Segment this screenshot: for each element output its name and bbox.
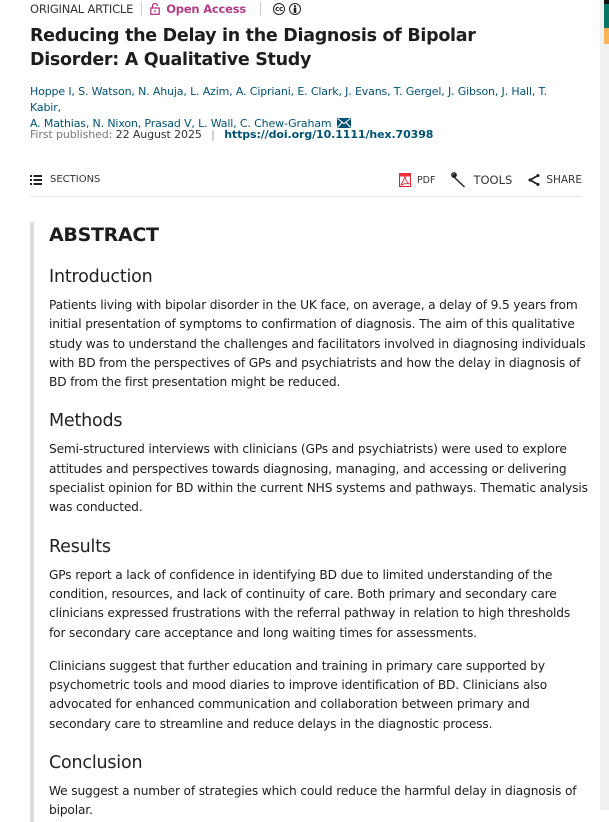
article-meta-row xyxy=(30,0,301,18)
wrench-icon xyxy=(451,172,467,188)
tools-label: TOOLS xyxy=(473,173,513,187)
authors-line-1[interactable]: Hoppe I, S. Watson, N. Ahuja, L. Azim, A. Cipriani, E. Clark, J. Evans, T. Gergel, J. Gibson, J. Hall, T. Kabir, xyxy=(30,85,548,114)
sections-button[interactable] xyxy=(30,174,100,185)
separator: | xyxy=(211,128,215,141)
first-published-date: 22 August 2025 xyxy=(115,128,202,141)
pdf-button[interactable] xyxy=(399,173,436,187)
toolbar-actions xyxy=(383,172,582,188)
license-icons[interactable] xyxy=(273,3,301,15)
tools-button[interactable] xyxy=(451,172,512,188)
author-list xyxy=(30,84,580,132)
section-heading-results: Results xyxy=(49,536,111,557)
section-heading-conclusion: Conclusion xyxy=(49,753,143,774)
open-access-label: Open Access xyxy=(166,2,247,16)
open-access-badge[interactable] xyxy=(150,2,246,16)
abstract-section xyxy=(30,222,586,822)
divider xyxy=(141,2,142,16)
scroll-indicator-orange[interactable] xyxy=(604,28,609,44)
article-type: ORIGINAL ARTICLE xyxy=(30,2,134,16)
divider xyxy=(260,2,261,16)
scrollbar-track[interactable] xyxy=(600,0,609,810)
sections-label: SECTIONS xyxy=(50,174,101,185)
conclusion-paragraph: We suggest a number of strategies which could reduce the harmful delay in diagnosis of bipolar. xyxy=(49,784,577,818)
introduction-paragraph: Patients living with bipolar disorder in the UK face, on average, a delay of 9.5 years from initial presentation of symptoms to confirmation of diagnosis. The aim of this qualitative study was to understand the challenges and facilitators involved in diagnosing individuals with BD from the perspectives of GPs and psychiatrists and how the delay in diagnosis of BD from the first presentation might be reduced. xyxy=(49,298,586,390)
share-label: SHARE xyxy=(546,174,582,186)
attribution-icon xyxy=(289,3,301,15)
article-toolbar xyxy=(30,168,582,197)
authors-line-2[interactable]: A. Mathias, N. Nixon, Prasad V, L. Wall, C. Chew-Graham xyxy=(30,117,332,130)
unlock-icon xyxy=(150,3,160,15)
pdf-icon xyxy=(399,173,411,187)
results-paragraph-1: GPs report a lack of confidence in identifying BD due to limited understanding of the condition, resources, and lack of continuity of care. Both primary and secondary care clinicians expressed frustrations with the referral pathway in relation to high thresholds for secondary care acceptance and long waiting times for assessments. xyxy=(49,567,571,640)
share-button[interactable] xyxy=(528,174,582,186)
cc-icon: cc xyxy=(273,3,285,15)
email-icon[interactable] xyxy=(337,118,351,128)
section-heading-methods: Methods xyxy=(49,411,123,432)
pdf-label: PDF xyxy=(416,174,436,186)
results-paragraph-2: Clinicians suggest that further education and training in primary care supported by psychometric tools and mood diaries to improve identification of BD. Clinicians also advocated for enhanced communication and collaboration between primary and secondary care to streamline and reduce delays in the diagnostic process. xyxy=(49,658,548,731)
publication-info xyxy=(30,128,433,141)
methods-paragraph: Semi-structured interviews with clinicians (GPs and psychiatrists) were used to explore attitudes and perspectives towards diagnosing, managing, and accessing or delivering specialist opinion for BD within the current NHS systems and pathways. Thematic analysis was conducted. xyxy=(49,442,588,515)
share-icon xyxy=(528,174,540,186)
scroll-indicator-teal[interactable] xyxy=(604,4,609,28)
doi-link[interactable]: https://doi.org/10.1111/hex.70398 xyxy=(224,128,434,141)
article-title: Reducing the Delay in the Diagnosis of Bipolar Disorder: A Qualitative Study xyxy=(30,26,476,70)
section-heading-introduction: Introduction xyxy=(49,267,153,287)
list-icon xyxy=(30,175,42,185)
abstract-heading: ABSTRACT xyxy=(49,224,159,246)
first-published-label: First published: xyxy=(30,128,113,141)
